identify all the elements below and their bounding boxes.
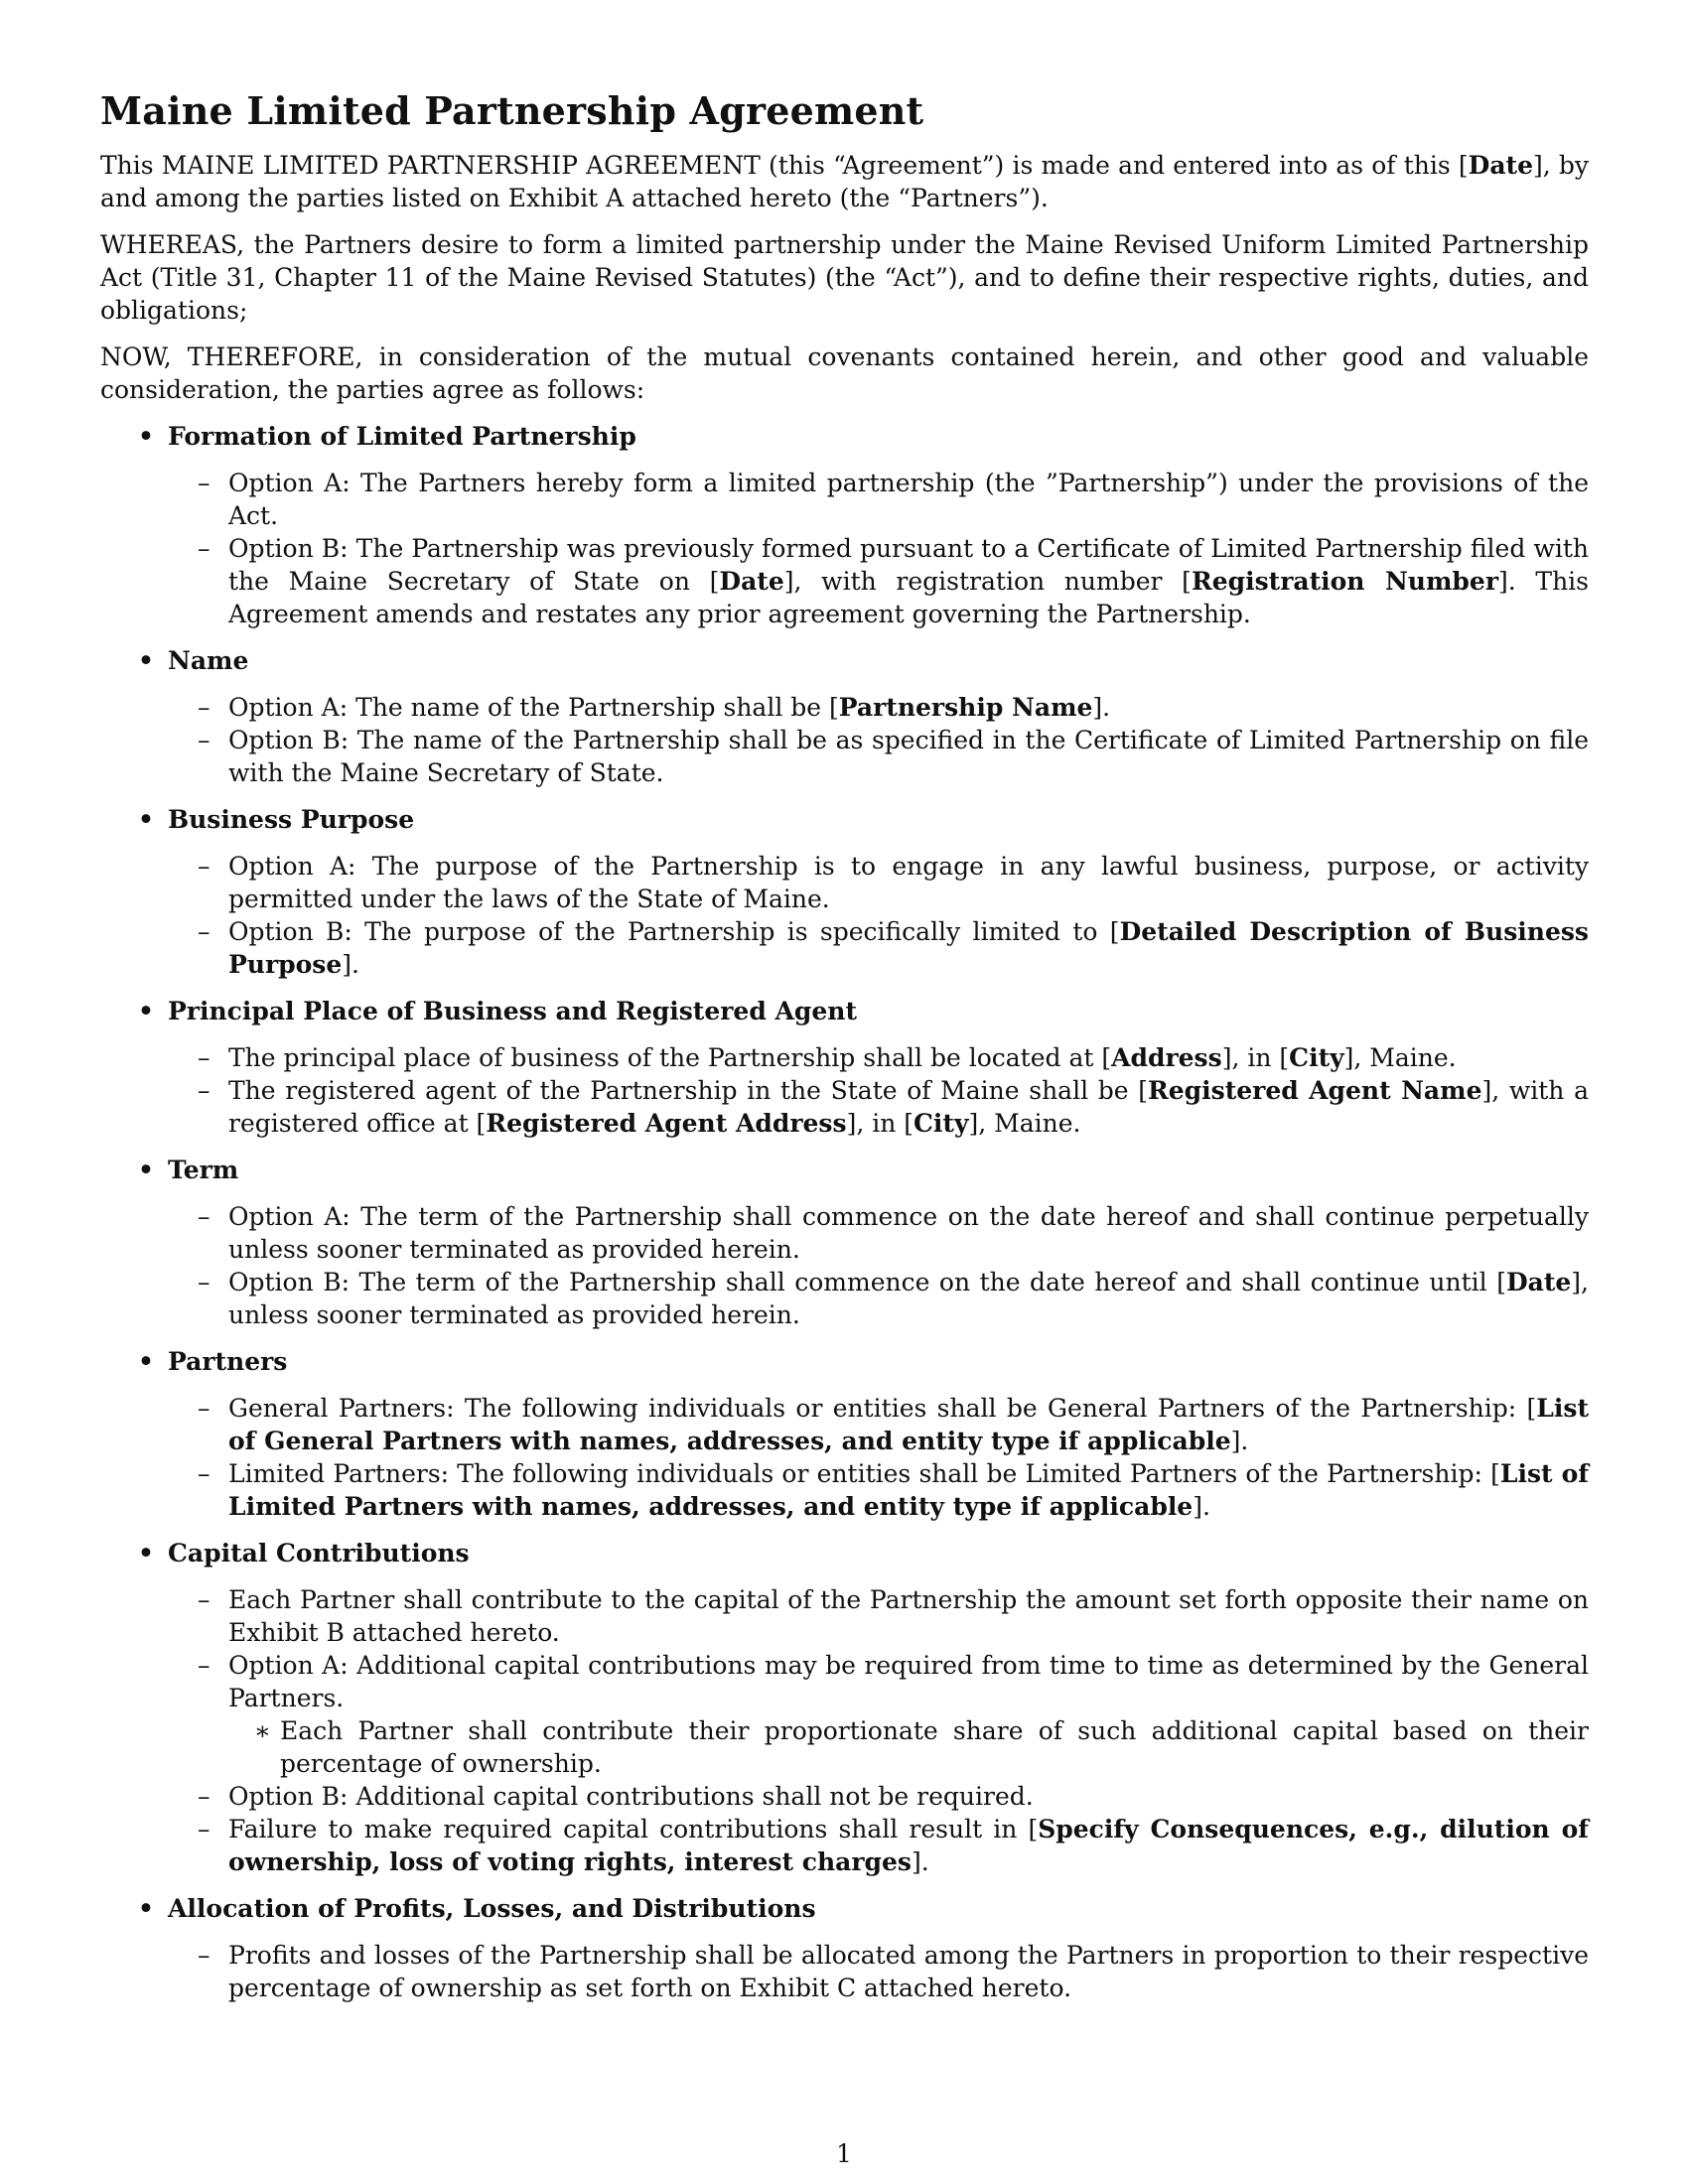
section-title: Formation of Limited Partnership bbox=[168, 422, 636, 451]
bullet-icon: • bbox=[138, 997, 154, 1025]
intro-text: ], by and among the parties listed on Exhibit A attached hereto (the “Partners”). bbox=[100, 151, 1589, 212]
bullet-icon: • bbox=[138, 1156, 154, 1184]
bullet-icon: • bbox=[138, 1894, 154, 1923]
dash-icon: – bbox=[198, 1585, 211, 1614]
placeholder: City bbox=[1289, 1043, 1344, 1072]
list-item: – Option A: The name of the Partnership shall be [Partnership Name]. bbox=[198, 693, 1111, 722]
dash-icon: – bbox=[198, 534, 211, 563]
dash-icon: – bbox=[198, 1268, 211, 1297]
dash-icon: – bbox=[198, 1394, 211, 1423]
list-item: – Option B: The Partnership was previously formed pursuant to a Certificate of Limited Partnership filed with the Maine Secretary of State on [Date], with registration number [Registration Number]. This Agreement amends and restates any prior agreement governing the Partnership. bbox=[198, 534, 1590, 628]
section-title: Allocation of Profits, Losses, and Distributions bbox=[168, 1894, 816, 1923]
dash-icon: – bbox=[198, 1043, 211, 1072]
dash-icon: – bbox=[198, 852, 211, 881]
section-principal-place bbox=[100, 995, 1589, 1140]
document-page bbox=[100, 87, 1589, 2018]
dash-icon: – bbox=[198, 1651, 211, 1680]
date-placeholder: Date bbox=[1468, 151, 1533, 180]
sub-list-item: ∗ Each Partner shall contribute their proportionate share of such additional capital based on their percentage of ownership. bbox=[254, 1716, 1589, 1778]
list-item: – Limited Partners: The following individuals or entities shall be Limited Partners of the Partnership: [List of Limited Partners with names, addresses, and entity type if applicable]. bbox=[198, 1459, 1589, 1521]
placeholder: List of Limited Partners with names, addresses, and entity type if applicable bbox=[228, 1459, 1589, 1521]
placeholder: City bbox=[914, 1109, 969, 1138]
placeholder: Registration Number bbox=[1191, 567, 1498, 596]
section-title: Term bbox=[168, 1156, 239, 1184]
dash-icon: – bbox=[198, 1202, 211, 1231]
list-item: – Option A: The Partners hereby form a limited partnership (the ”Partnership”) under the provisions of the Act. bbox=[198, 469, 1589, 530]
placeholder: Detailed Description of Business Purpose bbox=[228, 917, 1589, 979]
dash-icon: – bbox=[198, 1459, 211, 1488]
dash-icon: – bbox=[198, 1815, 211, 1843]
section-list bbox=[100, 420, 1589, 2004]
section-term bbox=[100, 1154, 1589, 1331]
intro-paragraph bbox=[100, 149, 1589, 214]
list-item: – Option B: The name of the Partnership shall be as specified in the Certificate of Limited Partnership on file with the Maine Secretary of State. bbox=[198, 726, 1589, 787]
document-title: Maine Limited Partnership Agreement bbox=[100, 88, 924, 133]
placeholder: List of General Partners with names, addresses, and entity type if applicable bbox=[228, 1394, 1589, 1455]
list-item: – Option B: Additional capital contributions shall not be required. bbox=[198, 1782, 1034, 1811]
dash-icon: – bbox=[198, 1782, 211, 1811]
section-formation bbox=[100, 420, 1589, 630]
bullet-icon: • bbox=[138, 1347, 154, 1376]
section-allocation bbox=[100, 1892, 1589, 2004]
bullet-icon: • bbox=[138, 646, 154, 675]
list-item: – Option A: The term of the Partnership shall commence on the date hereof and shall continue perpetually unless sooner terminated as provided herein. bbox=[198, 1202, 1589, 1264]
list-item: – Option B: The purpose of the Partnership is specifically limited to [Detailed Description of Business Purpose]. bbox=[198, 917, 1589, 979]
section-title: Partners bbox=[168, 1347, 288, 1376]
list-item: – Failure to make required capital contributions shall result in [Specify Consequences, e.g., dilution of ownership, loss of voting rights, interest charges]. bbox=[198, 1815, 1589, 1876]
bullet-icon: • bbox=[138, 1539, 154, 1568]
dash-icon: – bbox=[198, 693, 211, 722]
dash-icon: – bbox=[198, 469, 211, 497]
list-item: – Each Partner shall contribute to the capital of the Partnership the amount set forth opposite their name on Exhibit B attached hereto. bbox=[198, 1585, 1589, 1647]
section-title: Principal Place of Business and Registered Agent bbox=[168, 997, 858, 1025]
section-title: Name bbox=[168, 646, 249, 675]
now-therefore-paragraph: NOW, THEREFORE, in consideration of the mutual covenants contained herein, and other good and valuable consideration, the parties agree as follows: bbox=[100, 342, 1589, 404]
asterisk-icon: ∗ bbox=[254, 1716, 271, 1745]
placeholder: Address bbox=[1111, 1043, 1222, 1072]
dash-icon: – bbox=[198, 1941, 211, 1970]
whereas-paragraph: WHEREAS, the Partners desire to form a limited partnership under the Maine Revised Uniform Limited Partnership Act (Title 31, Chapter 11 of the Maine Revised Statutes) (the “Act”), and to define their respective rights, duties, and obligations; bbox=[100, 230, 1589, 325]
list-item: – Option A: Additional capital contributions may be required from time to time as determined by the General Partners. ∗ Each Partner shall contribute their proportionate share of such additional capital based on their percentage of ownership. bbox=[198, 1651, 1589, 1778]
list-item: – Option B: The term of the Partnership shall commence on the date hereof and shall continue until [Date], unless sooner terminated as provided herein. bbox=[198, 1268, 1589, 1329]
list-item: – The principal place of business of the Partnership shall be located at [Address], in [City], Maine. bbox=[198, 1043, 1457, 1072]
list-item: – The registered agent of the Partnership in the State of Maine shall be [Registered Agent Name], with a registered office at [Registered Agent Address], in [City], Maine. bbox=[198, 1076, 1589, 1138]
page-number: 1 bbox=[836, 2139, 852, 2168]
placeholder: Date bbox=[1505, 1268, 1572, 1297]
section-title: Business Purpose bbox=[168, 805, 415, 834]
list-item: – Option A: The purpose of the Partnership is to engage in any lawful business, purpose, or activity permitted under the laws of the State of Maine. bbox=[198, 852, 1589, 913]
dash-icon: – bbox=[198, 917, 211, 946]
placeholder: Registered Agent Name bbox=[1147, 1076, 1482, 1105]
placeholder: Partnership Name bbox=[838, 693, 1093, 722]
dash-icon: – bbox=[198, 1076, 211, 1105]
list-item: – General Partners: The following individuals or entities shall be General Partners of the Partnership: [List of General Partners with names, addresses, and entity type if applicable]. bbox=[198, 1394, 1589, 1455]
bullet-icon: • bbox=[138, 422, 154, 451]
section-capital-contributions bbox=[100, 1537, 1589, 1878]
section-partners bbox=[100, 1345, 1589, 1523]
section-name bbox=[100, 644, 1589, 789]
list-item: – Profits and losses of the Partnership shall be allocated among the Partners in proportion to their respective percentage of ownership as set forth on Exhibit C attached hereto. bbox=[198, 1941, 1589, 2002]
placeholder: Date bbox=[719, 567, 784, 596]
placeholder: Specify Consequences, e.g., dilution of ownership, loss of voting rights, interest charges bbox=[228, 1815, 1589, 1876]
section-title: Capital Contributions bbox=[168, 1539, 470, 1568]
dash-icon: – bbox=[198, 726, 211, 754]
section-business-purpose bbox=[100, 803, 1589, 981]
bullet-icon: • bbox=[138, 805, 154, 834]
intro-text: This MAINE LIMITED PARTNERSHIP AGREEMENT (this “Agreement”) is made and entered into as of this [ bbox=[100, 151, 1469, 180]
placeholder: Registered Agent Address bbox=[486, 1109, 847, 1138]
